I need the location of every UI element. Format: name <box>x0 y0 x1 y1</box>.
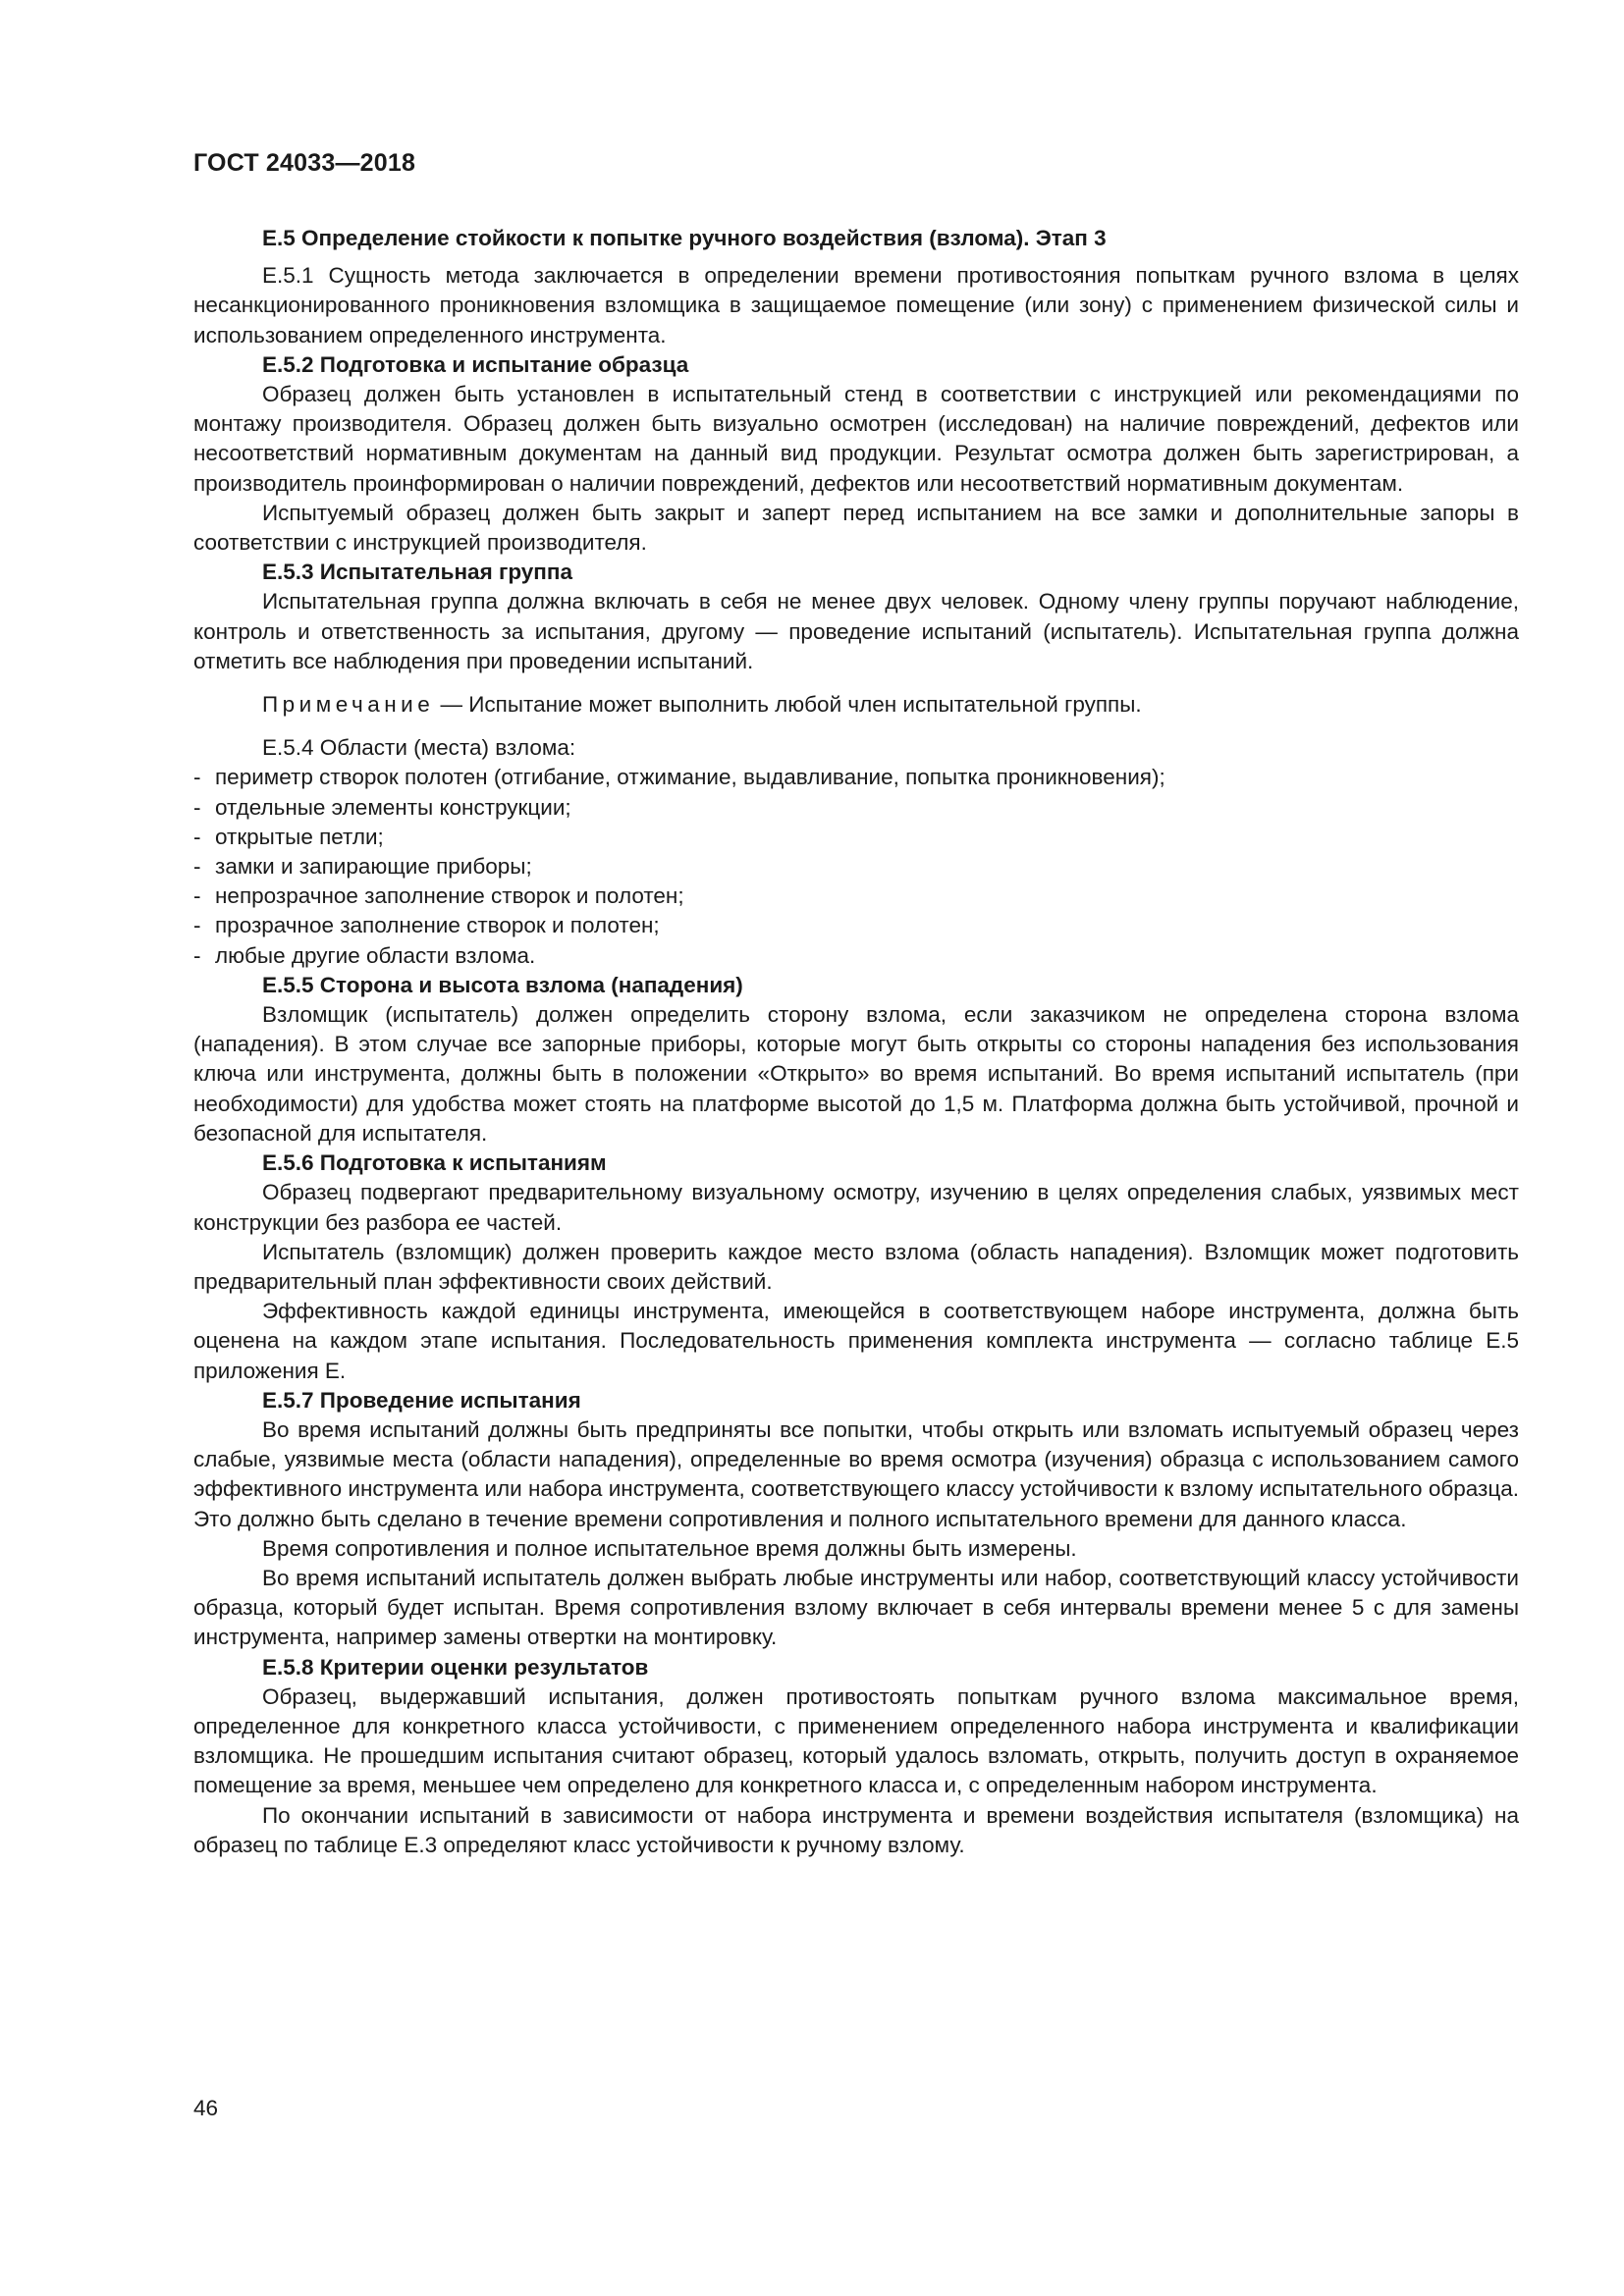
section-e5-3-title: Е.5.3 Испытательная группа <box>262 560 572 585</box>
section-e5-3-paragraph: Испытательная группа должна включать в себя не менее двух человек. Одному члену группы поручают наблюдение, контроль и ответственность за испытания, другому — проведение испытаний (испытатель). Испытательная группа должна отметить все наблюдения при проведении испытаний. <box>193 589 1519 673</box>
section-e5-5-paragraph: Взломщик (испытатель) должен определить сторону взлома, если заказчиком не определена сторона взлома (нападения). В этом случае все запорные приборы, которые могут быть открыты со стороны нападения без использования ключа или инструмента, должны быть в положении «Открыто» во время испытаний. Во время испытаний испытатель (при необходимости) для удобства может стоять на платформе высотой до 1,5 м. Платформа должна быть устойчивой, прочной и безопасной для испытателя. <box>193 1002 1519 1146</box>
section-e5-7-paragraph: Во время испытаний должны быть предприняты все попытки, чтобы открыть или взломать испытуемый образец через слабые, уязвимые места (области нападения), определенные во время осмотра (изучения) образца с использованием самого эффективного инструмента или набора инструмента, соответствующего классу устойчивости к взлому испытательного образца. Это должно быть сделано в течение времени сопротивления и полного испытательного времени для данного класса. <box>193 1416 1519 1531</box>
section-e5-1-text: Е.5.1 Сущность метода заключается в определении времени противостояния попыткам ручного взлома в целях несанкционированного проникновения взломщика в защищаемое помещение (или зону) с применением физической силы и использованием определенного инструмента. <box>193 263 1519 347</box>
section-e5-7-paragraph: Время сопротивления и полное испытательное время должны быть измерены. <box>262 1535 1077 1561</box>
list-item: - непрозрачное заполнение створок и полотен; <box>193 883 684 909</box>
section-e5-8-title: Е.5.8 Критерии оценки результатов <box>262 1654 649 1680</box>
section-e5-2-paragraph: Образец должен быть установлен в испытательный стенд в соответствии с инструкцией или рекомендациями по монтажу производителя. Образец должен быть визуально осмотрен (исследован) на наличие повреждений, дефектов или несоответствий нормативным документам на данный вид продукции. Результат осмотра должен быть зарегистрирован, а производитель проинформирован о наличии повреждений, дефектов или несоответствий нормативным документам. <box>193 382 1519 496</box>
list-item: - замки и запирающие приборы; <box>193 854 532 880</box>
section-e5-7-paragraph: Во время испытаний испытатель должен выбрать любые инструменты или набор, соответствующий классу устойчивости образца, который будет испытан. Время сопротивления взлому включает в себя интервалы времени менее 5 с для замены инструмента, например замены отвертки на монтировку. <box>193 1565 1519 1650</box>
page-number: 46 <box>193 2096 219 2120</box>
section-e5-7-title: Е.5.7 Проведение испытания <box>262 1387 581 1413</box>
section-e5-2-paragraph: Испытуемый образец должен быть закрыт и заперт перед испытанием на все замки и дополнительные запоры в соответствии с инструкцией производителя. <box>193 500 1519 556</box>
section-e5-6-paragraph: Эффективность каждой единицы инструмента, имеющейся в соответствующем наборе инструмента, должна быть оценена на каждом этапе испытания. Последовательность применения комплекта инструмента — согласно таблице Е.5 приложения Е. <box>193 1299 1519 1383</box>
note-label: Примечание <box>262 692 435 718</box>
note-text: — Испытание может выполнить любой член испытательной группы. <box>434 692 1142 718</box>
list-item: - открытые петли; <box>193 824 384 849</box>
note <box>193 690 1519 720</box>
section-e5-5-title: Е.5.5 Сторона и высота взлома (нападения) <box>262 972 743 997</box>
document-code-header: ГОСТ 24033—2018 <box>193 149 416 177</box>
section-e5-2-title: Е.5.2 Подготовка и испытание образца <box>262 351 689 377</box>
list-item: - любые другие области взлома. <box>193 942 536 968</box>
section-e5-6-paragraph: Образец подвергают предварительному визуальному осмотру, изучению в целях определения слабых, уязвимых мест конструкции без разбора ее частей. <box>193 1180 1519 1235</box>
section-e5-8-paragraph: Образец, выдержавший испытания, должен противостоять попыткам ручного взлома максимальное время, определенное для конкретного класса устойчивости, с применением определенного набора инструмента и квалификации взломщика. Не прошедшим испытания считают образец, который удалось взломать, открыть, получить доступ в охраняемое помещение за время, меньшее чем определено для конкретного класса и, с определенным набором инструмента. <box>193 1683 1519 1798</box>
list-item: - периметр створок полотен (отгибание, отжимание, выдавливание, попытка проникновения); <box>193 765 1165 790</box>
section-e5-title: Е.5 Определение стойкости к попытке ручного воздействия (взлома). Этап 3 <box>262 226 1107 250</box>
document-body <box>193 224 1519 1860</box>
list-item: - отдельные элементы конструкции; <box>193 794 571 820</box>
section-e5-8-paragraph: По окончании испытаний в зависимости от набора инструмента и времени воздействия испытателя (взломщика) на образец по таблице Е.3 определяют класс устойчивости к ручному взлому. <box>193 1802 1519 1857</box>
section-e5-4-intro: Е.5.4 Области (места) взлома: <box>262 735 576 761</box>
break-in-areas-list <box>193 763 1519 970</box>
section-e5-6-paragraph: Испытатель (взломщик) должен проверить каждое место взлома (область нападения). Взломщик может подготовить предварительный план эффективности своих действий. <box>193 1239 1519 1294</box>
section-e5-6-title: Е.5.6 Подготовка к испытаниям <box>262 1150 607 1176</box>
list-item: - прозрачное заполнение створок и полотен; <box>193 913 660 938</box>
